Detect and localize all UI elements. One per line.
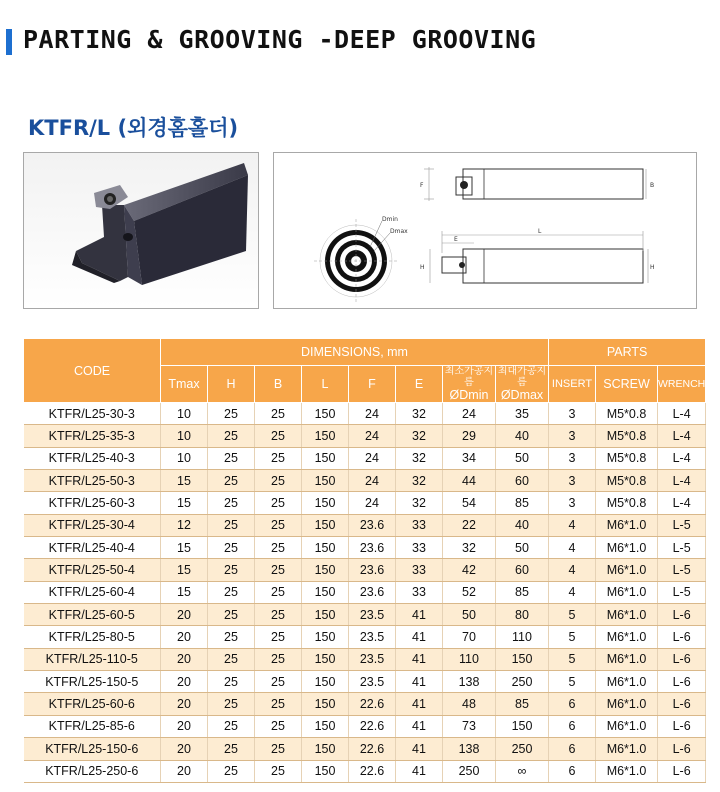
cell-wrench: L-6 — [658, 693, 706, 715]
cell-tmax: 15 — [161, 492, 208, 514]
cell-wrench: L-4 — [658, 403, 706, 425]
cell-f: 22.6 — [349, 738, 396, 760]
cell-dmax: 60 — [496, 559, 549, 581]
cell-h: 25 — [208, 403, 255, 425]
dim-label-h: H — [420, 264, 425, 271]
cell-e: 41 — [396, 760, 443, 782]
cell-e: 41 — [396, 604, 443, 626]
cell-f: 24 — [349, 425, 396, 447]
cell-f: 22.6 — [349, 760, 396, 782]
cell-f: 23.6 — [349, 514, 396, 536]
page-title: PARTING & GROOVING -DEEP GROOVING — [23, 25, 537, 54]
cell-b: 25 — [255, 403, 302, 425]
cell-wrench: L-5 — [658, 581, 706, 603]
cell-tmax: 15 — [161, 559, 208, 581]
cell-screw: M5*0.8 — [596, 403, 658, 425]
cell-dmax: 50 — [496, 447, 549, 469]
cell-screw: M6*1.0 — [596, 760, 658, 782]
cell-insert: 3 — [549, 492, 596, 514]
cell-b: 25 — [255, 559, 302, 581]
cell-screw: M5*0.8 — [596, 425, 658, 447]
cell-dmax: 85 — [496, 693, 549, 715]
cell-dmax: 150 — [496, 715, 549, 737]
cell-e: 33 — [396, 537, 443, 559]
cell-code: KTFR/L25-30-4 — [24, 514, 161, 536]
cell-h: 25 — [208, 492, 255, 514]
cell-tmax: 20 — [161, 715, 208, 737]
table-row — [24, 626, 706, 648]
cell-screw: M6*1.0 — [596, 648, 658, 670]
table-row — [24, 671, 706, 693]
cell-dmin: 110 — [443, 648, 496, 670]
cell-dmax: 35 — [496, 403, 549, 425]
cell-l: 150 — [302, 514, 349, 536]
cell-wrench: L-6 — [658, 671, 706, 693]
cell-f: 23.5 — [349, 648, 396, 670]
table-row — [24, 447, 706, 469]
table-row — [24, 559, 706, 581]
cell-dmin: 34 — [443, 447, 496, 469]
cell-f: 24 — [349, 492, 396, 514]
cell-dmin: 138 — [443, 738, 496, 760]
cell-wrench: L-4 — [658, 492, 706, 514]
col-header-l: L — [302, 366, 349, 403]
cell-insert: 6 — [549, 738, 596, 760]
cell-h: 25 — [208, 537, 255, 559]
cell-code: KTFR/L25-60-4 — [24, 581, 161, 603]
cell-tmax: 12 — [161, 514, 208, 536]
cell-l: 150 — [302, 559, 349, 581]
col-header-e: E — [396, 366, 443, 403]
cell-code: KTFR/L25-60-5 — [24, 604, 161, 626]
cell-dmin: 22 — [443, 514, 496, 536]
cell-e: 41 — [396, 715, 443, 737]
title-accent-bar — [6, 29, 12, 55]
cell-f: 23.6 — [349, 559, 396, 581]
cell-code: KTFR/L25-150-5 — [24, 671, 161, 693]
cell-screw: M5*0.8 — [596, 492, 658, 514]
cell-wrench: L-5 — [658, 514, 706, 536]
cell-wrench: L-4 — [658, 470, 706, 492]
cell-h: 25 — [208, 514, 255, 536]
cell-dmax: 50 — [496, 537, 549, 559]
cell-b: 25 — [255, 671, 302, 693]
cell-b: 25 — [255, 648, 302, 670]
cell-h: 25 — [208, 425, 255, 447]
cell-f: 23.6 — [349, 537, 396, 559]
cell-tmax: 20 — [161, 693, 208, 715]
cell-screw: M5*0.8 — [596, 470, 658, 492]
cell-e: 32 — [396, 447, 443, 469]
cell-b: 25 — [255, 626, 302, 648]
col-header-dmax-label: ØDmax — [500, 388, 544, 402]
table-row — [24, 492, 706, 514]
cell-l: 150 — [302, 425, 349, 447]
cell-b: 25 — [255, 537, 302, 559]
product-photo — [23, 152, 259, 309]
cell-insert: 4 — [549, 559, 596, 581]
group-header-parts: PARTS — [549, 339, 706, 366]
cell-dmin: 32 — [443, 537, 496, 559]
cell-h: 25 — [208, 581, 255, 603]
cell-h: 25 — [208, 626, 255, 648]
product-subtitle: KTFR/L (외경홈홀더) — [28, 116, 239, 140]
table-row — [24, 715, 706, 737]
cell-code: KTFR/L25-40-4 — [24, 537, 161, 559]
cell-insert: 3 — [549, 470, 596, 492]
cell-screw: M6*1.0 — [596, 715, 658, 737]
cell-screw: M6*1.0 — [596, 514, 658, 536]
cell-b: 25 — [255, 604, 302, 626]
col-header-dmin-label: ØDmin — [449, 388, 489, 402]
cell-tmax: 20 — [161, 738, 208, 760]
cell-dmax: ∞ — [496, 760, 549, 782]
cell-wrench: L-6 — [658, 715, 706, 737]
table-row — [24, 425, 706, 447]
cell-dmax: 60 — [496, 470, 549, 492]
cell-b: 25 — [255, 492, 302, 514]
table-row — [24, 648, 706, 670]
cell-h: 25 — [208, 760, 255, 782]
technical-drawing — [273, 152, 697, 309]
col-header-screw: SCREW — [596, 366, 658, 403]
cell-code: KTFR/L25-30-3 — [24, 403, 161, 425]
cell-h: 25 — [208, 738, 255, 760]
cell-dmax: 40 — [496, 514, 549, 536]
cell-screw: M6*1.0 — [596, 581, 658, 603]
group-header-dimensions: DIMENSIONS, mm — [161, 339, 549, 366]
cell-f: 23.5 — [349, 626, 396, 648]
cell-tmax: 15 — [161, 581, 208, 603]
workpiece-rings — [314, 219, 398, 303]
cell-e: 41 — [396, 648, 443, 670]
cell-dmin: 29 — [443, 425, 496, 447]
cell-l: 150 — [302, 403, 349, 425]
cell-code: KTFR/L25-50-3 — [24, 470, 161, 492]
cell-l: 150 — [302, 470, 349, 492]
table-row — [24, 581, 706, 603]
cell-insert: 4 — [549, 514, 596, 536]
cell-tmax: 10 — [161, 447, 208, 469]
col-header-wrench: WRENCH — [658, 366, 706, 403]
cell-wrench: L-6 — [658, 738, 706, 760]
cell-dmax: 40 — [496, 425, 549, 447]
cell-e: 41 — [396, 693, 443, 715]
cell-dmin: 50 — [443, 604, 496, 626]
cell-screw: M6*1.0 — [596, 559, 658, 581]
cell-tmax: 15 — [161, 537, 208, 559]
cell-code: KTFR/L25-60-6 — [24, 693, 161, 715]
cell-b: 25 — [255, 738, 302, 760]
cell-l: 150 — [302, 671, 349, 693]
col-header-insert: INSERT — [549, 366, 596, 403]
cell-dmax: 110 — [496, 626, 549, 648]
table-row — [24, 470, 706, 492]
cell-f: 24 — [349, 470, 396, 492]
cell-insert: 5 — [549, 626, 596, 648]
cell-tmax: 15 — [161, 470, 208, 492]
cell-tmax: 20 — [161, 604, 208, 626]
col-header-b: B — [255, 366, 302, 403]
col-header-dmax-kr: 최대가공지름 — [497, 366, 547, 388]
cell-l: 150 — [302, 537, 349, 559]
cell-f: 24 — [349, 447, 396, 469]
dim-label-dmin: Dmin — [382, 216, 398, 223]
cell-e: 32 — [396, 492, 443, 514]
cell-insert: 4 — [549, 581, 596, 603]
cell-wrench: L-6 — [658, 648, 706, 670]
cell-b: 25 — [255, 760, 302, 782]
cell-h: 25 — [208, 604, 255, 626]
cell-h: 25 — [208, 470, 255, 492]
cell-tmax: 20 — [161, 626, 208, 648]
cell-e: 41 — [396, 626, 443, 648]
table-row — [24, 760, 706, 782]
cell-l: 150 — [302, 715, 349, 737]
col-header-h: H — [208, 366, 255, 403]
cell-b: 25 — [255, 447, 302, 469]
cell-f: 23.5 — [349, 604, 396, 626]
cell-b: 25 — [255, 581, 302, 603]
cell-code: KTFR/L25-60-3 — [24, 492, 161, 514]
cell-screw: M6*1.0 — [596, 693, 658, 715]
tool-holder-illustration — [24, 153, 258, 308]
cell-tmax: 20 — [161, 671, 208, 693]
col-header-tmax: Tmax — [161, 366, 208, 403]
cell-code: KTFR/L25-85-6 — [24, 715, 161, 737]
cell-code: KTFR/L25-110-5 — [24, 648, 161, 670]
cell-e: 32 — [396, 403, 443, 425]
table-row — [24, 604, 706, 626]
cell-b: 25 — [255, 715, 302, 737]
cell-h: 25 — [208, 447, 255, 469]
table-row — [24, 693, 706, 715]
cell-code: KTFR/L25-50-4 — [24, 559, 161, 581]
cell-e: 32 — [396, 425, 443, 447]
cell-h: 25 — [208, 671, 255, 693]
cell-l: 150 — [302, 447, 349, 469]
table-row — [24, 403, 706, 425]
cell-e: 41 — [396, 671, 443, 693]
cell-code: KTFR/L25-250-6 — [24, 760, 161, 782]
col-header-f: F — [349, 366, 396, 403]
cell-b: 25 — [255, 425, 302, 447]
cell-insert: 3 — [549, 447, 596, 469]
cell-f: 22.6 — [349, 693, 396, 715]
cell-insert: 5 — [549, 671, 596, 693]
cell-dmax: 85 — [496, 492, 549, 514]
cell-wrench: L-6 — [658, 626, 706, 648]
cell-dmin: 44 — [443, 470, 496, 492]
cell-f: 23.5 — [349, 671, 396, 693]
dimension-drawing — [274, 153, 696, 308]
dim-label-dmax: Dmax — [390, 228, 408, 235]
cell-insert: 6 — [549, 760, 596, 782]
cell-wrench: L-4 — [658, 447, 706, 469]
cell-screw: M6*1.0 — [596, 537, 658, 559]
col-header-dmax — [496, 366, 549, 403]
cell-screw: M6*1.0 — [596, 626, 658, 648]
cell-screw: M6*1.0 — [596, 604, 658, 626]
cell-dmin: 52 — [443, 581, 496, 603]
cell-e: 33 — [396, 514, 443, 536]
cell-e: 33 — [396, 559, 443, 581]
dim-label-h-right: H — [650, 264, 655, 271]
cell-l: 150 — [302, 604, 349, 626]
dim-label-b: B — [650, 182, 655, 189]
cell-dmin: 73 — [443, 715, 496, 737]
cell-e: 41 — [396, 738, 443, 760]
cell-code: KTFR/L25-80-5 — [24, 626, 161, 648]
dim-label-e: E — [454, 236, 458, 243]
cell-insert: 3 — [549, 403, 596, 425]
cell-insert: 6 — [549, 715, 596, 737]
cell-insert: 4 — [549, 537, 596, 559]
spec-table — [23, 338, 706, 783]
cell-code: KTFR/L25-35-3 — [24, 425, 161, 447]
cell-tmax: 10 — [161, 425, 208, 447]
cell-dmax: 250 — [496, 671, 549, 693]
cell-f: 22.6 — [349, 715, 396, 737]
table-row — [24, 514, 706, 536]
cell-l: 150 — [302, 760, 349, 782]
cell-wrench: L-4 — [658, 425, 706, 447]
cell-l: 150 — [302, 626, 349, 648]
cell-insert: 6 — [549, 693, 596, 715]
cell-tmax: 20 — [161, 648, 208, 670]
cell-l: 150 — [302, 648, 349, 670]
cell-dmin: 250 — [443, 760, 496, 782]
cell-code: KTFR/L25-150-6 — [24, 738, 161, 760]
col-header-code: CODE — [24, 339, 161, 403]
cell-wrench: L-5 — [658, 559, 706, 581]
col-header-dmin-kr: 최소가공지름 — [444, 366, 494, 388]
cell-dmin: 42 — [443, 559, 496, 581]
cell-insert: 5 — [549, 604, 596, 626]
cell-b: 25 — [255, 514, 302, 536]
cell-e: 32 — [396, 470, 443, 492]
cell-e: 33 — [396, 581, 443, 603]
cell-h: 25 — [208, 693, 255, 715]
cell-screw: M6*1.0 — [596, 738, 658, 760]
cell-dmin: 70 — [443, 626, 496, 648]
cell-b: 25 — [255, 693, 302, 715]
cell-screw: M5*0.8 — [596, 447, 658, 469]
cell-h: 25 — [208, 715, 255, 737]
cell-dmax: 250 — [496, 738, 549, 760]
cell-tmax: 10 — [161, 403, 208, 425]
cell-l: 150 — [302, 693, 349, 715]
cell-tmax: 20 — [161, 760, 208, 782]
cell-h: 25 — [208, 559, 255, 581]
cell-dmin: 54 — [443, 492, 496, 514]
cell-wrench: L-6 — [658, 604, 706, 626]
cell-code: KTFR/L25-40-3 — [24, 447, 161, 469]
dim-label-f: F — [420, 182, 424, 189]
cell-b: 25 — [255, 470, 302, 492]
table-row — [24, 738, 706, 760]
cell-h: 25 — [208, 648, 255, 670]
cell-l: 150 — [302, 581, 349, 603]
cell-f: 24 — [349, 403, 396, 425]
cell-dmin: 48 — [443, 693, 496, 715]
cell-dmax: 150 — [496, 648, 549, 670]
cell-screw: M6*1.0 — [596, 671, 658, 693]
table-row — [24, 537, 706, 559]
cell-dmin: 138 — [443, 671, 496, 693]
cell-dmax: 80 — [496, 604, 549, 626]
cell-f: 23.6 — [349, 581, 396, 603]
cell-insert: 5 — [549, 648, 596, 670]
cell-wrench: L-5 — [658, 537, 706, 559]
cell-insert: 3 — [549, 425, 596, 447]
cell-dmin: 24 — [443, 403, 496, 425]
cell-l: 150 — [302, 492, 349, 514]
cell-dmax: 85 — [496, 581, 549, 603]
cell-l: 150 — [302, 738, 349, 760]
dim-label-l: L — [538, 228, 542, 235]
cell-wrench: L-6 — [658, 760, 706, 782]
col-header-dmin — [443, 366, 496, 403]
